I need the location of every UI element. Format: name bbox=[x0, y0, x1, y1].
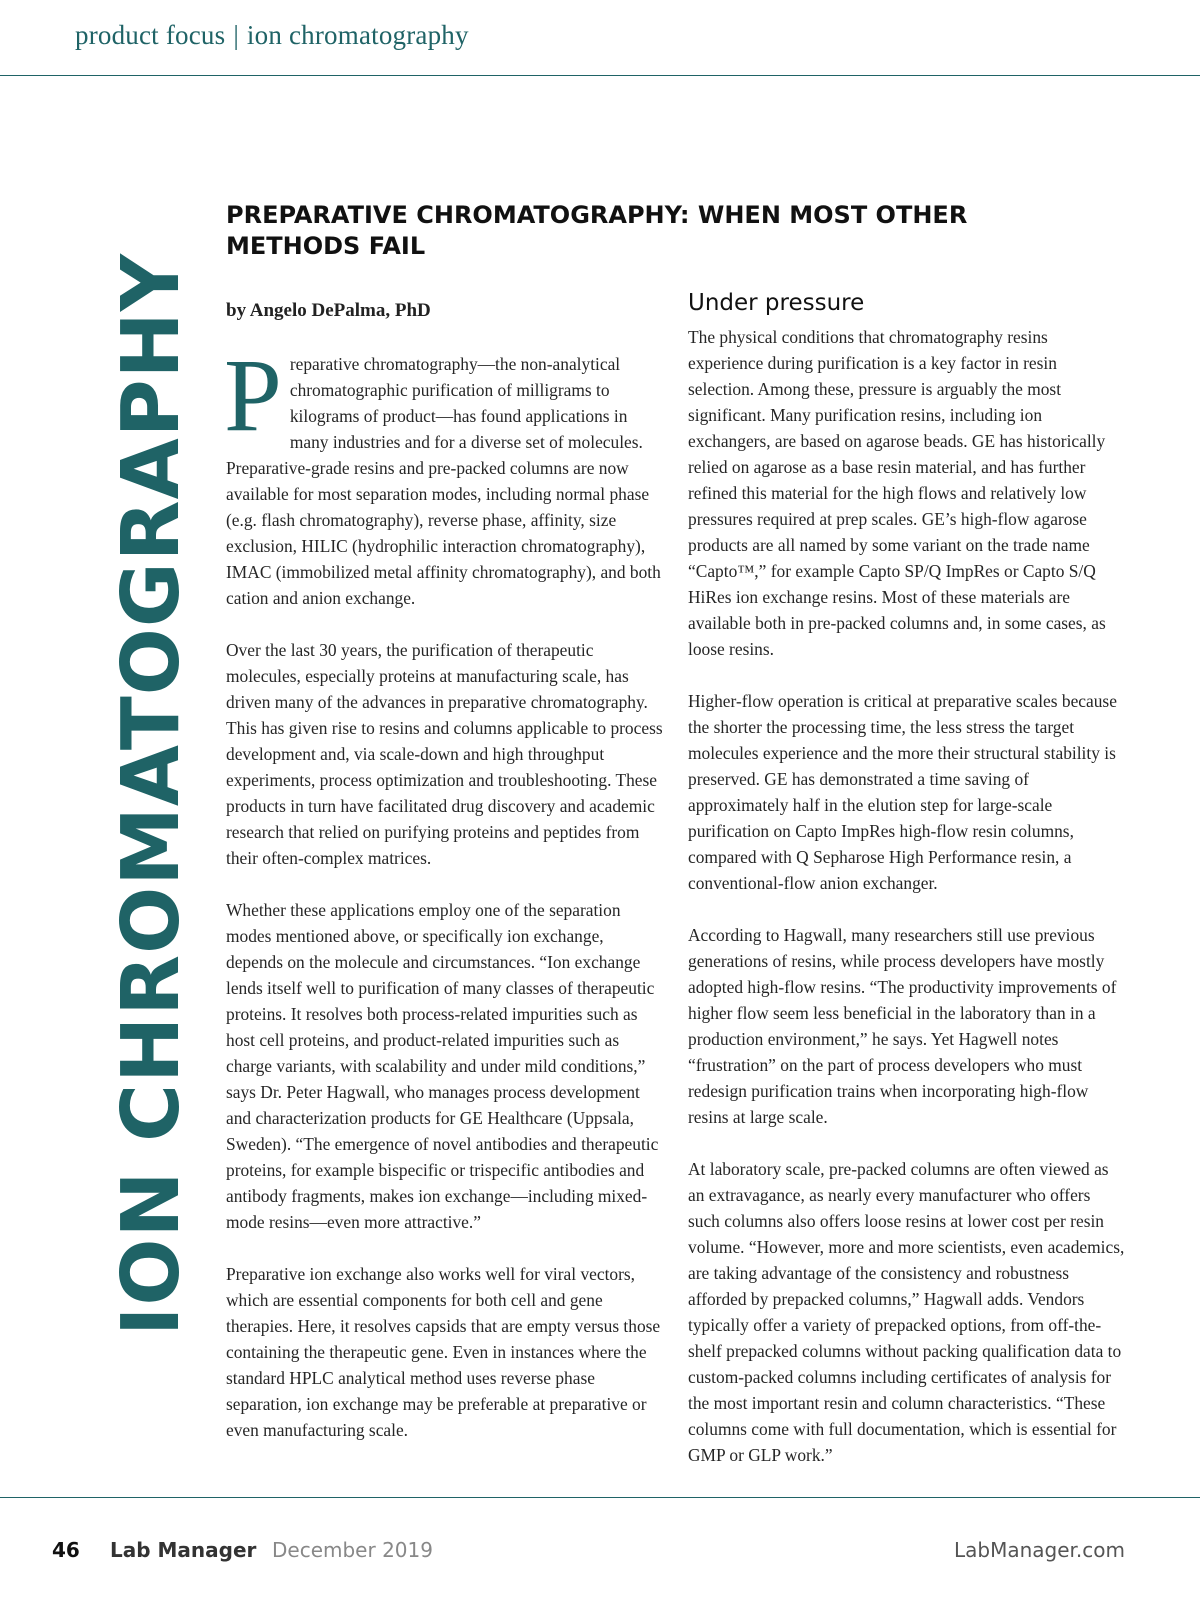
header-section: product focus bbox=[75, 20, 226, 50]
article-paragraph: The physical conditions that chromatography resins experience during purification is a key factor in resin selection. Among these, pressure is arguably the most significant. Many purification resins, including ion exchangers, are based on agarose beads. GE has historically relied on agarose as a base resin material, and has further refined this material for the high flows and relatively low pressures required at prep scales. GE’s high-flow agarose products are all named by some variant on the trade name “Capto™,” for example Capto SP/Q ImpRes or Capto S/Q HiRes ion exchange resins. Most of these materials are available both in pre-packed columns and, in some cases, as loose resins. bbox=[688, 327, 1106, 659]
drop-cap: P bbox=[224, 338, 282, 453]
article-paragraph: According to Hagwall, many researchers still use previous generations of resins, while process developers have mostly adopted high-flow resins. “The productivity improvements of higher flow seem less beneficial in the laboratory than in a production environment,” he says. Yet Hagwell notes “frustration” on the part of process developers who must redesign purification trains when incorporating high-flow resins at large scale. bbox=[688, 925, 1117, 1127]
section-subhead: Under pressure bbox=[688, 290, 865, 316]
header-divider bbox=[0, 75, 1200, 76]
vertical-section-label: ION CHROMATOGRAPHY bbox=[105, 253, 197, 1336]
article-column-left bbox=[224, 338, 664, 1469]
page-number: 46 bbox=[52, 1538, 80, 1562]
article-paragraph: Preparative chromatography—the non-analytical chromatographic purification of milligrams to kilograms of product—has found applications in many industries and for a diverse set of molecules. Preparative-grade resins and pre-packed columns are now available for most separation modes, including normal phase (e.g. flash chromatography), reverse phase, affinity, size exclusion, HILIC (hydrophilic interaction chromatography), IMAC (immobilized metal affinity chromatography), and both cation and anion exchange. bbox=[224, 338, 661, 608]
article-paragraph: Higher-flow operation is critical at preparative scales because the shorter the processing time, the less stress the target molecules experience and the more their structural stability is preserved. GE has demonstrated a time saving of approximately half in the elution step for large-scale purification on Capto ImpRes high-flow resin columns, compared with Q Sepharose High Performance resin, a conventional-flow anion exchanger. bbox=[688, 691, 1117, 893]
header-topic: ion chromatography bbox=[246, 20, 469, 50]
article-paragraph: Over the last 30 years, the purification of therapeutic molecules, especially proteins at manufacturing scale, has driven many of the advances in preparative chromatography. This has given rise to resins and columns applicable to process development and, via scale-down and high throughput experiments, process optimization and troubleshooting. These products in turn have facilitated drug discovery and academic research that relied on purifying proteins and peptides from their often-complex matrices. bbox=[226, 640, 663, 868]
footer-divider bbox=[0, 1497, 1200, 1498]
article-paragraph: Whether these applications employ one of the separation modes mentioned above, or specifically ion exchange, depends on the molecule and circumstances. “Ion exchange lends itself well to purification of many classes of therapeutic proteins. It resolves both process-related impurities such as host cell proteins, and product-related impurities such as charge variants, with scalability and under mild conditions,” says Dr. Peter Hagwall, who manages process development and characterization products for GE Healthcare (Uppsala, Sweden). “The emergence of novel antibodies and therapeutic proteins, for example bispecific or trispecific antibodies and antibody fragments, makes ion exchange—including mixed-mode resins—even more attractive.” bbox=[226, 900, 659, 1232]
article-paragraph: Preparative ion exchange also works well for viral vectors, which are essential components for both cell and gene therapies. Here, it resolves capsids that are empty versus those containing the therapeutic gene. Even in instances where the standard HPLC analytical method uses reverse phase separation, ion exchange may be preferable at preparative or even manufacturing scale. bbox=[226, 1264, 661, 1440]
article-byline: by Angelo DePalma, PhD bbox=[226, 300, 431, 321]
article-paragraph: At laboratory scale, pre-packed columns are often viewed as an extravagance, as nearly every manufacturer who offers such columns also offers loose resins at lower cost per resin volume. “However, more and more scientists, even academics, are taking advantage of the consistency and robustness afforded by prepacked columns,” Hagwall adds. Vendors typically offer a variety of prepacked options, from off-the-shelf prepacked columns without packing qualification data to custom-packed columns including certificates of analysis for the most important resin and column characteristics. “These columns come with full documentation, which is essential for GMP or GLP work.” bbox=[688, 1159, 1125, 1465]
header-separator: | bbox=[233, 20, 239, 50]
article-title: PREPARATIVE CHROMATOGRAPHY: WHEN MOST OTHER METHODS FAIL bbox=[226, 201, 968, 260]
issue-date: December 2019 bbox=[272, 1538, 433, 1562]
website-link[interactable]: LabManager.com bbox=[954, 1538, 1125, 1562]
running-header bbox=[75, 20, 469, 51]
article-column-right bbox=[688, 288, 1126, 1494]
magazine-name: Lab Manager bbox=[110, 1538, 257, 1562]
